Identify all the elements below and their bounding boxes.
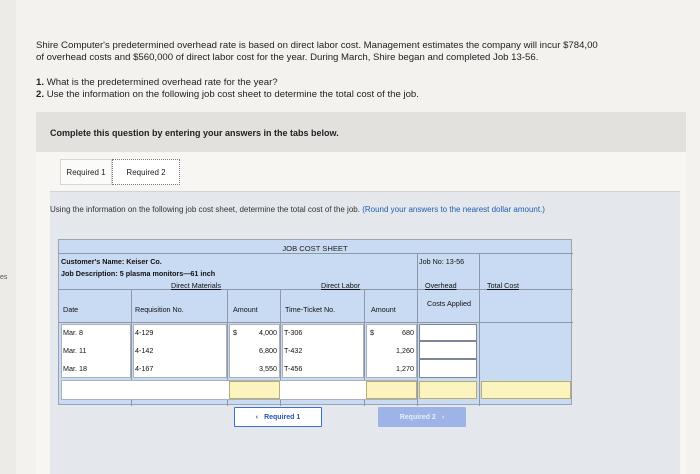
overhead-input-row2[interactable] xyxy=(419,341,477,359)
col-date-header: Date xyxy=(63,305,79,314)
col-requisition-header: Requisition No. xyxy=(135,305,184,314)
next-required-button[interactable]: Required 2 › xyxy=(378,407,466,427)
customer-name: Customer's Name: Keiser Co. xyxy=(61,257,162,266)
row1-dm-currency: $ xyxy=(233,328,237,337)
overhead-input-row1[interactable] xyxy=(419,324,477,341)
prev-required-button[interactable]: ‹ Required 1 xyxy=(234,407,322,427)
direct-materials-header: Direct Materials xyxy=(171,281,221,290)
row3-ticket: T-456 xyxy=(284,364,303,373)
row3-requisition: 4-167 xyxy=(135,364,154,373)
dm-total-input[interactable] xyxy=(229,381,280,399)
row1-dm-amount: 4,000 xyxy=(259,328,277,337)
question-list xyxy=(36,77,636,101)
job-description: Job Description: 5 plasma monitors—61 inch xyxy=(61,269,216,278)
dl-total-input[interactable] xyxy=(366,381,417,399)
row2-dm-amount: 6,800 xyxy=(259,346,277,355)
row2-dl-amount: 1,260 xyxy=(396,346,414,355)
side-fragment-label: es xyxy=(0,274,8,281)
row3-dl-amount: 1,270 xyxy=(396,364,414,373)
row1-dl-currency: $ xyxy=(370,328,374,337)
row1-requisition: 4-129 xyxy=(135,328,154,337)
row1-ticket: T-306 xyxy=(284,328,303,337)
tab-required-2[interactable]: Required 2 xyxy=(112,159,180,185)
job-number: Job No: 13-56 xyxy=(419,257,465,266)
total-cost-input[interactable] xyxy=(481,381,571,399)
row2-requisition: 4-142 xyxy=(135,346,154,355)
col-dl-amount-header: Amount xyxy=(371,305,396,314)
chevron-left-icon: ‹ xyxy=(255,413,259,421)
instruction-text: Complete this question by entering your answers in the tabs below. xyxy=(50,128,339,138)
question-page xyxy=(16,0,700,474)
problem-line-2: of overhead costs and $560,000 of direct labor cost for the year. During March, Shire began and completed Job 13-56. xyxy=(36,52,539,63)
question-2: 2. Use the information on the following job cost sheet to determine the total cost of the job. xyxy=(36,89,419,100)
row3-dm-amount: 3,550 xyxy=(259,364,277,373)
direct-labor-header: Direct Labor xyxy=(321,281,361,290)
question-1: 1. What is the predetermined overhead rate for the year? xyxy=(36,77,278,88)
answer-panel xyxy=(36,112,686,474)
chevron-right-icon: › xyxy=(441,413,445,421)
rounding-hint: (Round your answers to the nearest dollar amount.) xyxy=(362,205,545,214)
problem-line-1: Shire Computer's predetermined overhead rate is based on direct labor cost. Management estimates the company will incur $784,00 xyxy=(36,40,598,51)
overhead-input-row3[interactable] xyxy=(419,359,477,378)
col-ticket-header: Time-Ticket No. xyxy=(285,305,336,314)
problem-statement xyxy=(36,40,700,64)
sheet-title: JOB COST SHEET xyxy=(282,244,348,253)
job-cost-sheet xyxy=(58,239,572,405)
usage-instructions: Using the information on the following job cost sheet, determine the total cost of the job. (Round your answers to the nearest dollar amount.) xyxy=(50,205,545,214)
row2-ticket: T-432 xyxy=(284,346,303,355)
overhead-header: Overhead xyxy=(425,281,457,290)
row3-date: Mar. 18 xyxy=(63,364,87,373)
col-dm-amount-header: Amount xyxy=(233,305,258,314)
total-cost-header: Total Cost xyxy=(487,281,519,290)
row1-date: Mar. 8 xyxy=(63,328,83,337)
row2-date: Mar. 11 xyxy=(63,346,87,355)
instruction-bar xyxy=(36,112,686,152)
overhead-total-input[interactable] xyxy=(419,381,477,399)
tab-required-1[interactable]: Required 1 xyxy=(60,159,112,185)
col-costs-applied-header: Costs Applied xyxy=(427,299,471,308)
row1-dl-amount: 680 xyxy=(402,328,414,337)
